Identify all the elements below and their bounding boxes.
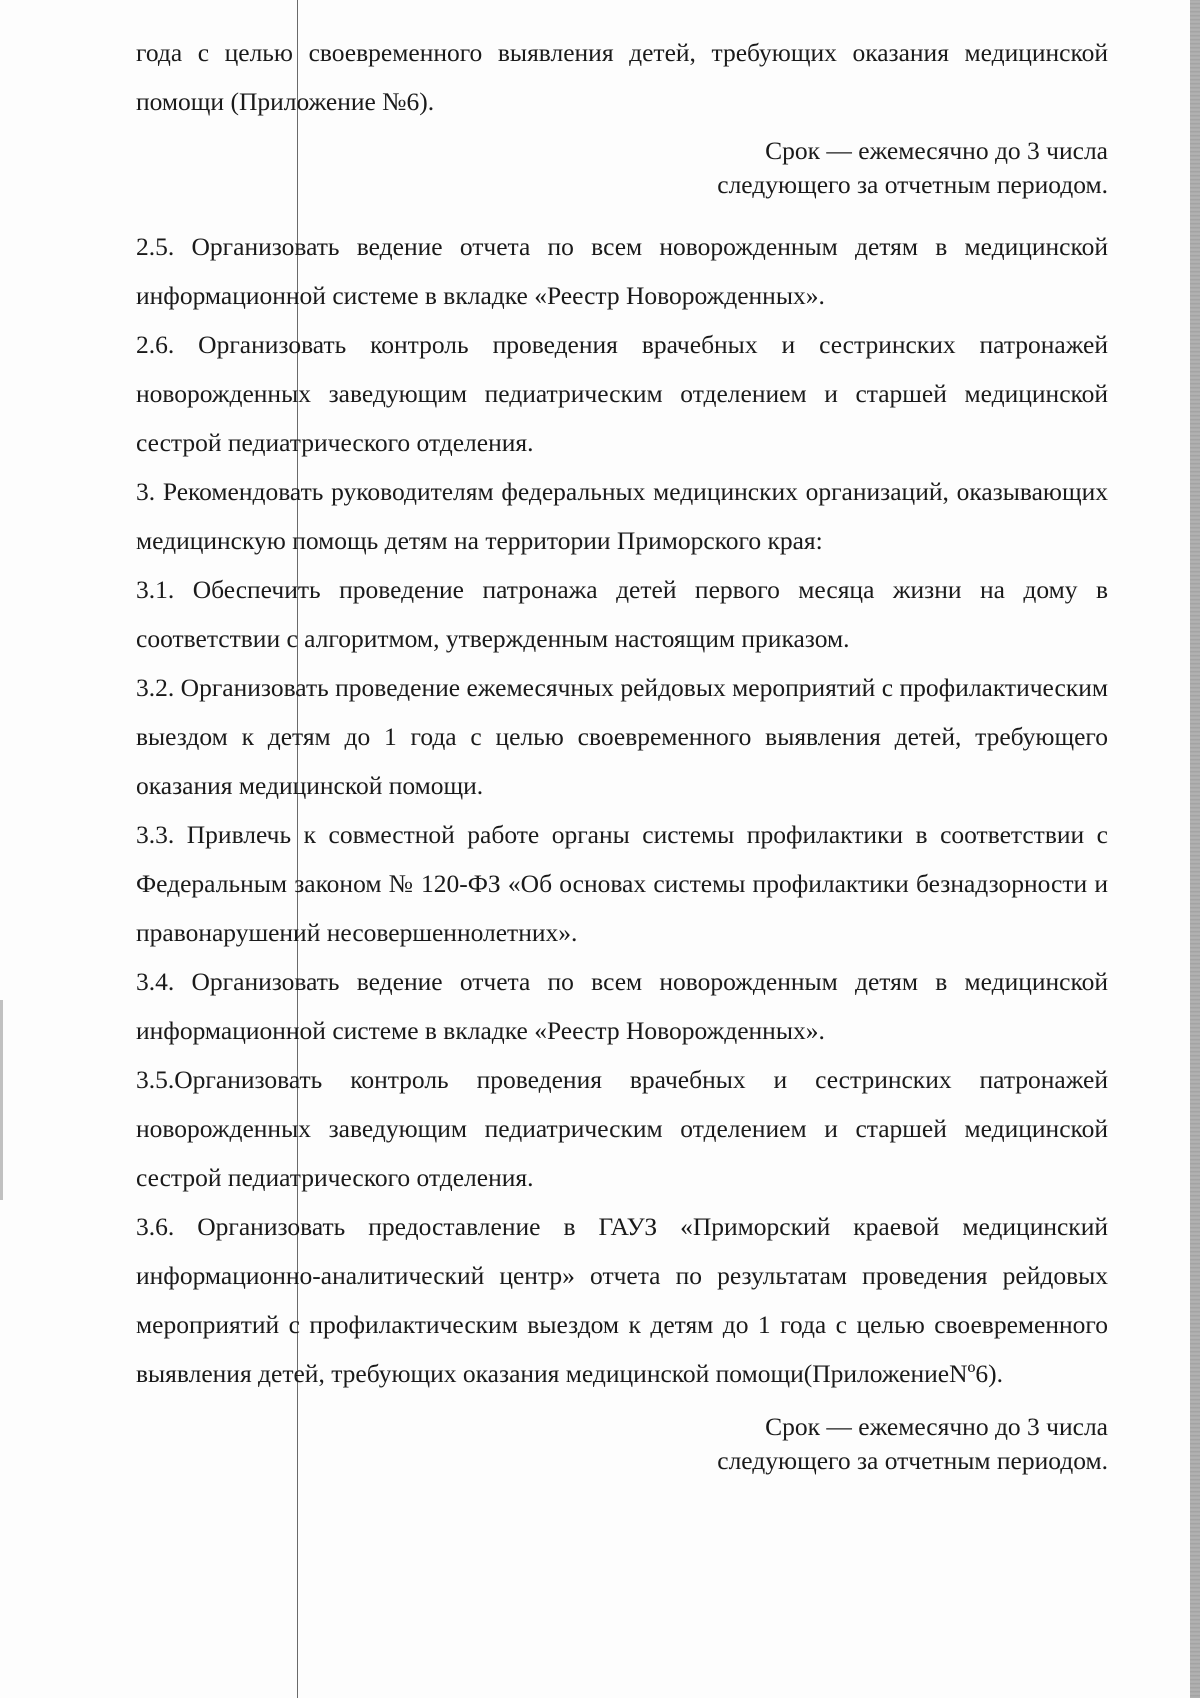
paragraph-3-2: 3.2. Организовать проведение ежемесячных рейдовых мероприятий с профилактическим выездом к детям до 1 года с целью своевременного выявления детей, требующего оказания медицинской помощи. [136,673,1108,800]
deadline-line-1: Срок — ежемесячно до 3 числа [765,1412,1108,1441]
deadline-line-2: следующего за отчетным периодом. [717,170,1108,199]
paragraph-3-1: 3.1. Обеспечить проведение патронажа детей первого месяца жизни на дому в соответствии с алгоритмом, утвержденным настоящим приказом. [136,575,1108,653]
document-body [136,28,1108,1478]
deadline-line-2: следующего за отчетным периодом. [717,1446,1108,1475]
deadline-line-1: Срок — ежемесячно до 3 числа [765,136,1108,165]
deadline-block-2 [136,1410,1108,1478]
paragraph-3-3: 3.3. Привлечь к совместной работе органы системы профилактики в соответствии с Федеральным законом № 120-ФЗ «Об основах системы профилактики безнадзорности и правонарушений несовершеннолетних». [136,820,1108,947]
deadline-block-1 [136,134,1108,202]
paragraph-3-6: 3.6. Организовать предоставление в ГАУЗ «Приморский краевой медицинский информационно-аналитический центр» отчета по результатам проведения рейдовых мероприятий с профилактическим выездом к детям до 1 года с целью своевременного выявления детей, требующих оказания медицинской помощи(ПриложениеNº6). [136,1212,1108,1388]
continuation-paragraph: года с целью своевременного выявления детей, требующих оказания медицинской помощи (Приложение №6). [136,38,1108,116]
paragraph-3-4: 3.4. Организовать ведение отчета по всем новорожденным детям в медицинской информационной системе в вкладке «Реестр Новорожденных». [136,967,1108,1045]
paragraph-3-5: 3.5.Организовать контроль проведения врачебных и сестринских патронажей новорожденных заведующим педиатрическим отделением и старшей медицинской сестрой педиатрического отделения. [136,1065,1108,1192]
scan-right-edge [1190,0,1200,1698]
paragraph-2-6: 2.6. Организовать контроль проведения врачебных и сестринских патронажей новорожденных заведующим педиатрическим отделением и старшей медицинской сестрой педиатрического отделения. [136,330,1108,457]
scan-left-edge [0,1000,3,1200]
paragraph-3: 3. Рекомендовать руководителям федеральных медицинских организаций, оказывающих медицинскую помощь детям на территории Приморского края: [136,477,1108,555]
paragraph-2-5: 2.5. Организовать ведение отчета по всем новорожденным детям в медицинской информационной системе в вкладке «Реестр Новорожденных». [136,232,1108,310]
